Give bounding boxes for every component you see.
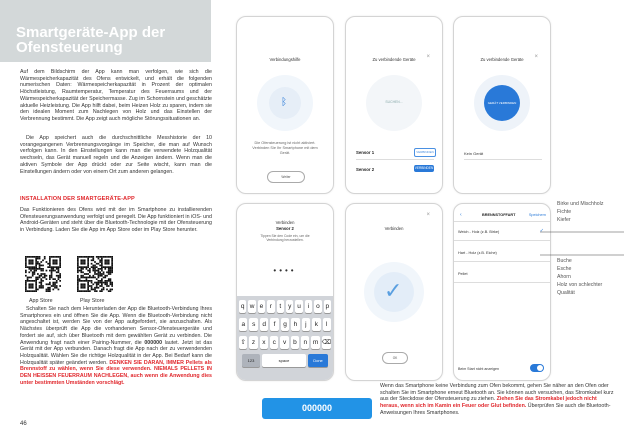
key-6[interactable]: j bbox=[302, 318, 310, 331]
key-4[interactable]: g bbox=[281, 318, 289, 331]
sensor-1-name: Sensor 1 bbox=[356, 150, 375, 155]
key-7[interactable]: i bbox=[305, 300, 312, 313]
key-2[interactable]: x bbox=[260, 336, 268, 349]
page-number: 46 bbox=[20, 421, 27, 427]
no-device-label: Kein Gerät bbox=[464, 151, 484, 156]
key-7[interactable]: m bbox=[311, 336, 319, 349]
pairing-code-display: 000000 bbox=[262, 398, 372, 419]
key-0[interactable]: a bbox=[239, 318, 247, 331]
key-1[interactable]: z bbox=[249, 336, 257, 349]
code-dots[interactable]: •••• bbox=[273, 266, 297, 275]
key-1[interactable]: s bbox=[249, 318, 257, 331]
key-4[interactable]: t bbox=[277, 300, 284, 313]
fuel-option-pellet[interactable]: Pellet bbox=[458, 272, 468, 276]
help-text: Die Ofensteuerung ist nicht aktiviert. Verbinden Sie Ihr Smartphone mit dem Gerät. bbox=[252, 141, 318, 155]
pairing-paragraph: Schalten Sie nach dem Herunterladen der App die Bluetooth-Verbindung Ihres Smartphones ein und öffnen Sie die App. Wenn die Bluetooth-Verbindung nicht angeschaltet ist, werden Sie von der App aufgefordert, sie anzuschalten. Als Nächstes überprüft die App die vorhandenen Sensor-Ofensteuergeräte und fordert sie auf, sich über Bluetooth mit dem gewählten Gerät zu verbinden. Die Anwendung fragt nach einer Pairing-Nummer, die 000000 lautet. Jetzt ist das Gerät mit der App verbunden. Danach fragt die App nach der zu verwendenden Holzqualität. Wählen Sie die richtige Holzqualität in der App. Bei Bedarf kann die Holzqualität später geändert werden. DENKEN SIE DARAN, IMMER Pellets als Brennstoff zu wählen, wenn Sie diese verwenden. NIEMALS PELLETS IN DEN HEISSEN FEUERRAUM NACHLEGEN, auch wenn die Anwendung dies unter bestimmten Umständen vorschlägt. bbox=[20, 306, 212, 386]
phone-title: Verbinden bbox=[384, 226, 404, 231]
save-button[interactable]: Speichern bbox=[528, 213, 546, 217]
key-0[interactable]: q bbox=[239, 300, 246, 313]
close-icon[interactable]: × bbox=[426, 54, 430, 60]
sensor-name: Sensor 2 bbox=[276, 226, 294, 231]
close-icon[interactable]: × bbox=[426, 212, 430, 218]
intro-paragraph: Auf dem Bildschirm der App kann man verfolgen, wie sich die Wärmespeicherkapazität des Ofens entwickelt, und erhält die folgenden numerischen Daten: Wärmespeicherkapazität in Prozent der optimalen Höchstleistung, Raumtemperatur, Temperatur des Feuerraums und der Wärmespeicherkapazität der Speichermasse. Zug im Schornstein und geschätzte aktuelle Heizleistung. Die App hilft dabei, beim Heizen Holz zu sparen, indem sie den idealen Moment zum Nachlegen von Holz und das Einstellen der Verbrennung bestimmt. Die App zeigt auch mögliche Störungssituationen an. bbox=[20, 69, 212, 122]
done-key[interactable]: Done bbox=[308, 354, 328, 367]
key-8[interactable]: ⌫ bbox=[322, 336, 331, 349]
troubleshooting-paragraph: Wenn das Smartphone keine Verbindung zum Ofen bekommt, gehen Sie näher an den Ofen oder schalten Sie im Smartphone erneut Bluetooth an. Sie können auch versuchen, das Stromkabel kurz aus der Steckdose der Ofensteuerung zu ziehen. Ziehen Sie das Stromkabel jedoch nicht heraus, wenn sich im Kamin ein Feuer oder Glut befinden. Überprüfen Sie auch die Bluetooth-Anweisungen Ihres Smartphones. bbox=[380, 383, 614, 416]
key-7[interactable]: k bbox=[312, 318, 320, 331]
key-6[interactable]: n bbox=[301, 336, 309, 349]
section-heading: INSTALLATION DER SMARTGERÄTE-APP bbox=[20, 196, 135, 202]
key-0[interactable]: ⇧ bbox=[239, 336, 247, 349]
key-3[interactable]: f bbox=[270, 318, 278, 331]
key-5[interactable]: y bbox=[286, 300, 293, 313]
connect-sensor-2-button[interactable]: VERBINDEN bbox=[414, 166, 434, 170]
phone-title: Verbindungshilfe bbox=[269, 57, 301, 62]
phone-title: Zu verbindende Geräte bbox=[372, 57, 416, 62]
skip-on-start-label: Beim Start nicht anzeigen bbox=[458, 367, 499, 371]
fuel-type-header: BRENNSTOFFART bbox=[482, 213, 516, 217]
phone-title: Verbinden bbox=[275, 220, 295, 225]
key-6[interactable]: u bbox=[295, 300, 302, 313]
pairing-instructions: Tippen Sie den Code ein, um die Verbindung herzustellen. bbox=[260, 234, 310, 243]
key-2[interactable]: d bbox=[260, 318, 268, 331]
fuel-option-hard[interactable]: Hart - Holz (z.B. Eiche) bbox=[458, 251, 497, 255]
key-8[interactable]: o bbox=[314, 300, 321, 313]
key-5[interactable]: h bbox=[291, 318, 299, 331]
key-3[interactable]: r bbox=[267, 300, 274, 313]
playstore-label: Play Store bbox=[80, 298, 105, 304]
back-icon[interactable]: ‹ bbox=[460, 212, 462, 218]
connect-device-button[interactable]: GERÄT VERBINDEN bbox=[484, 85, 520, 121]
fuel-option-soft[interactable]: Weich - Holz (z.B. Birke) bbox=[458, 230, 500, 234]
sensor-2-name: Sensor 2 bbox=[356, 167, 375, 172]
numbers-key[interactable]: 123 bbox=[242, 354, 260, 367]
space-key[interactable]: space bbox=[262, 354, 306, 367]
page-title: Smartgeräte-App der Ofensteuerung bbox=[16, 24, 166, 56]
appstore-label: App Store bbox=[29, 298, 53, 304]
connect-sensor-1-button[interactable]: VERBINDEN bbox=[414, 148, 436, 157]
key-4[interactable]: v bbox=[280, 336, 288, 349]
bluetooth-icon: ᛒ bbox=[281, 97, 287, 108]
key-3[interactable]: c bbox=[270, 336, 278, 349]
install-paragraph: Das Funktionieren des Ofens wird mit der im Smartphone zu installierenden Ofensteuerungsanwendung verfolgt und geregelt. Die App funktioniert in iOS- und Android-Geräten und steht über die Bluetooth-Technologie mit der Ofensteuerung in Verbindung. Laden Sie die App im App Store oder im Play Store herunter. bbox=[20, 207, 212, 234]
history-paragraph: Die App speichert auch die durchschnittliche Messhistorie der 10 vorangegangenen Verbrennungsvorgänge im Speicher, die man auf Wunsch verfolgen kann. In den Einstellungen kann man die verwendete Holzqualität wechseln, das Gerät manuell regeln und die Anzeigen ändern. Wenn man die aktiven Symbole der App drückt oder zur Seite wischt, kann man die Einstellungen ändern oder von einem Ort zum anderen gelangen. bbox=[20, 135, 212, 175]
key-2[interactable]: e bbox=[258, 300, 265, 313]
continue-button[interactable]: Weiter bbox=[267, 171, 305, 183]
close-icon[interactable]: × bbox=[534, 54, 538, 60]
key-9[interactable]: p bbox=[324, 300, 331, 313]
selected-check-icon: ✓ bbox=[539, 228, 544, 234]
soft-wood-annotation: Birke und Mischholz Fichte Kiefer bbox=[557, 201, 604, 223]
key-8[interactable]: l bbox=[323, 318, 331, 331]
hard-wood-annotation: Buche Esche Ahorn Holz von schlechter Qualität bbox=[557, 258, 603, 296]
ok-button[interactable]: OK bbox=[382, 352, 408, 364]
searching-label: SUCHEN... bbox=[385, 100, 403, 104]
checkmark-icon: ✓ bbox=[384, 278, 403, 303]
key-5[interactable]: b bbox=[291, 336, 299, 349]
phone-title: Zu verbindende Geräte bbox=[480, 57, 524, 62]
key-1[interactable]: w bbox=[248, 300, 255, 313]
